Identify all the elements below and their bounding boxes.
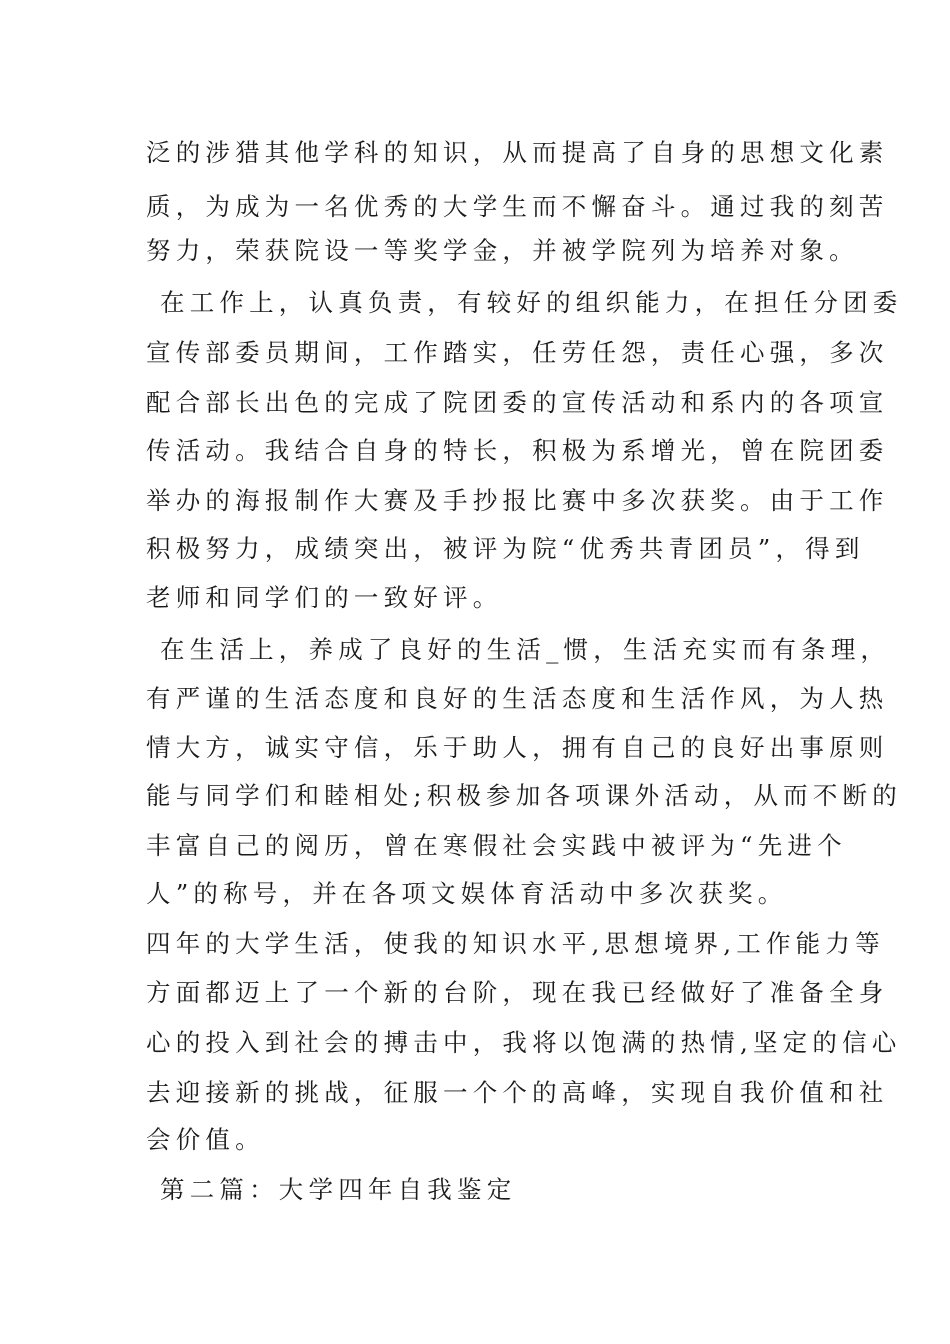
text-line: 积极努力，成绩突出，被评为院“优秀共青团员”，得到	[146, 534, 865, 563]
text-line: 方面都迈上了一个新的台阶，现在我已经做好了准备全身	[146, 978, 889, 1007]
text-line: 努力，荣获院设一等奖学金，并被学院列为培养对象。	[146, 236, 859, 265]
text-line: 有严谨的生活态度和良好的生活态度和生活作风，为人热	[146, 684, 889, 713]
text-line: 在生活上，养成了良好的生活_惯，生活充实而有条理，	[160, 635, 891, 664]
text-line: 举办的海报制作大赛及手抄报比赛中多次获奖。由于工作	[146, 486, 889, 515]
text-line: 能与同学们和睦相处;积极参加各项课外活动，从而不断的	[146, 781, 902, 810]
text-line: 人”的称号，并在各项文娱体育活动中多次获奖。	[146, 879, 788, 908]
text-line: 丰富自己的阅历，曾在寒假社会实践中被评为“先进个	[146, 831, 847, 860]
text-line: 传活动。我结合自身的特长，积极为系增光，曾在院团委	[146, 436, 889, 465]
text-line: 宣传部委员期间，工作踏实，任劳任怨，责任心强，多次	[146, 338, 889, 367]
text-line: 老师和同学们的一致好评。	[146, 583, 503, 612]
text-line: 质，为成为一名优秀的大学生而不懈奋斗。通过我的刻苦	[146, 192, 889, 221]
text-line: 会价值。	[146, 1125, 265, 1154]
text-line: 心的投入到社会的搏击中，我将以饱满的热情,坚定的信心	[146, 1028, 902, 1057]
text-line: 配合部长出色的完成了院团委的宣传活动和系内的各项宣	[146, 388, 889, 417]
text-line: 在工作上，认真负责，有较好的组织能力，在担任分团委	[160, 288, 903, 317]
text-line: 情大方，诚实守信，乐于助人，拥有自己的良好出事原则	[146, 733, 889, 762]
text-line: 四年的大学生活，使我的知识水平,思想境界,工作能力等	[146, 929, 885, 958]
section-heading: 第二篇：大学四年自我鉴定	[160, 1175, 517, 1204]
text-line: 去迎接新的挑战，征服一个个的高峰，实现自我价值和社	[146, 1078, 889, 1107]
text-line: 泛的涉猎其他学科的知识，从而提高了自身的思想文化素	[146, 138, 889, 167]
